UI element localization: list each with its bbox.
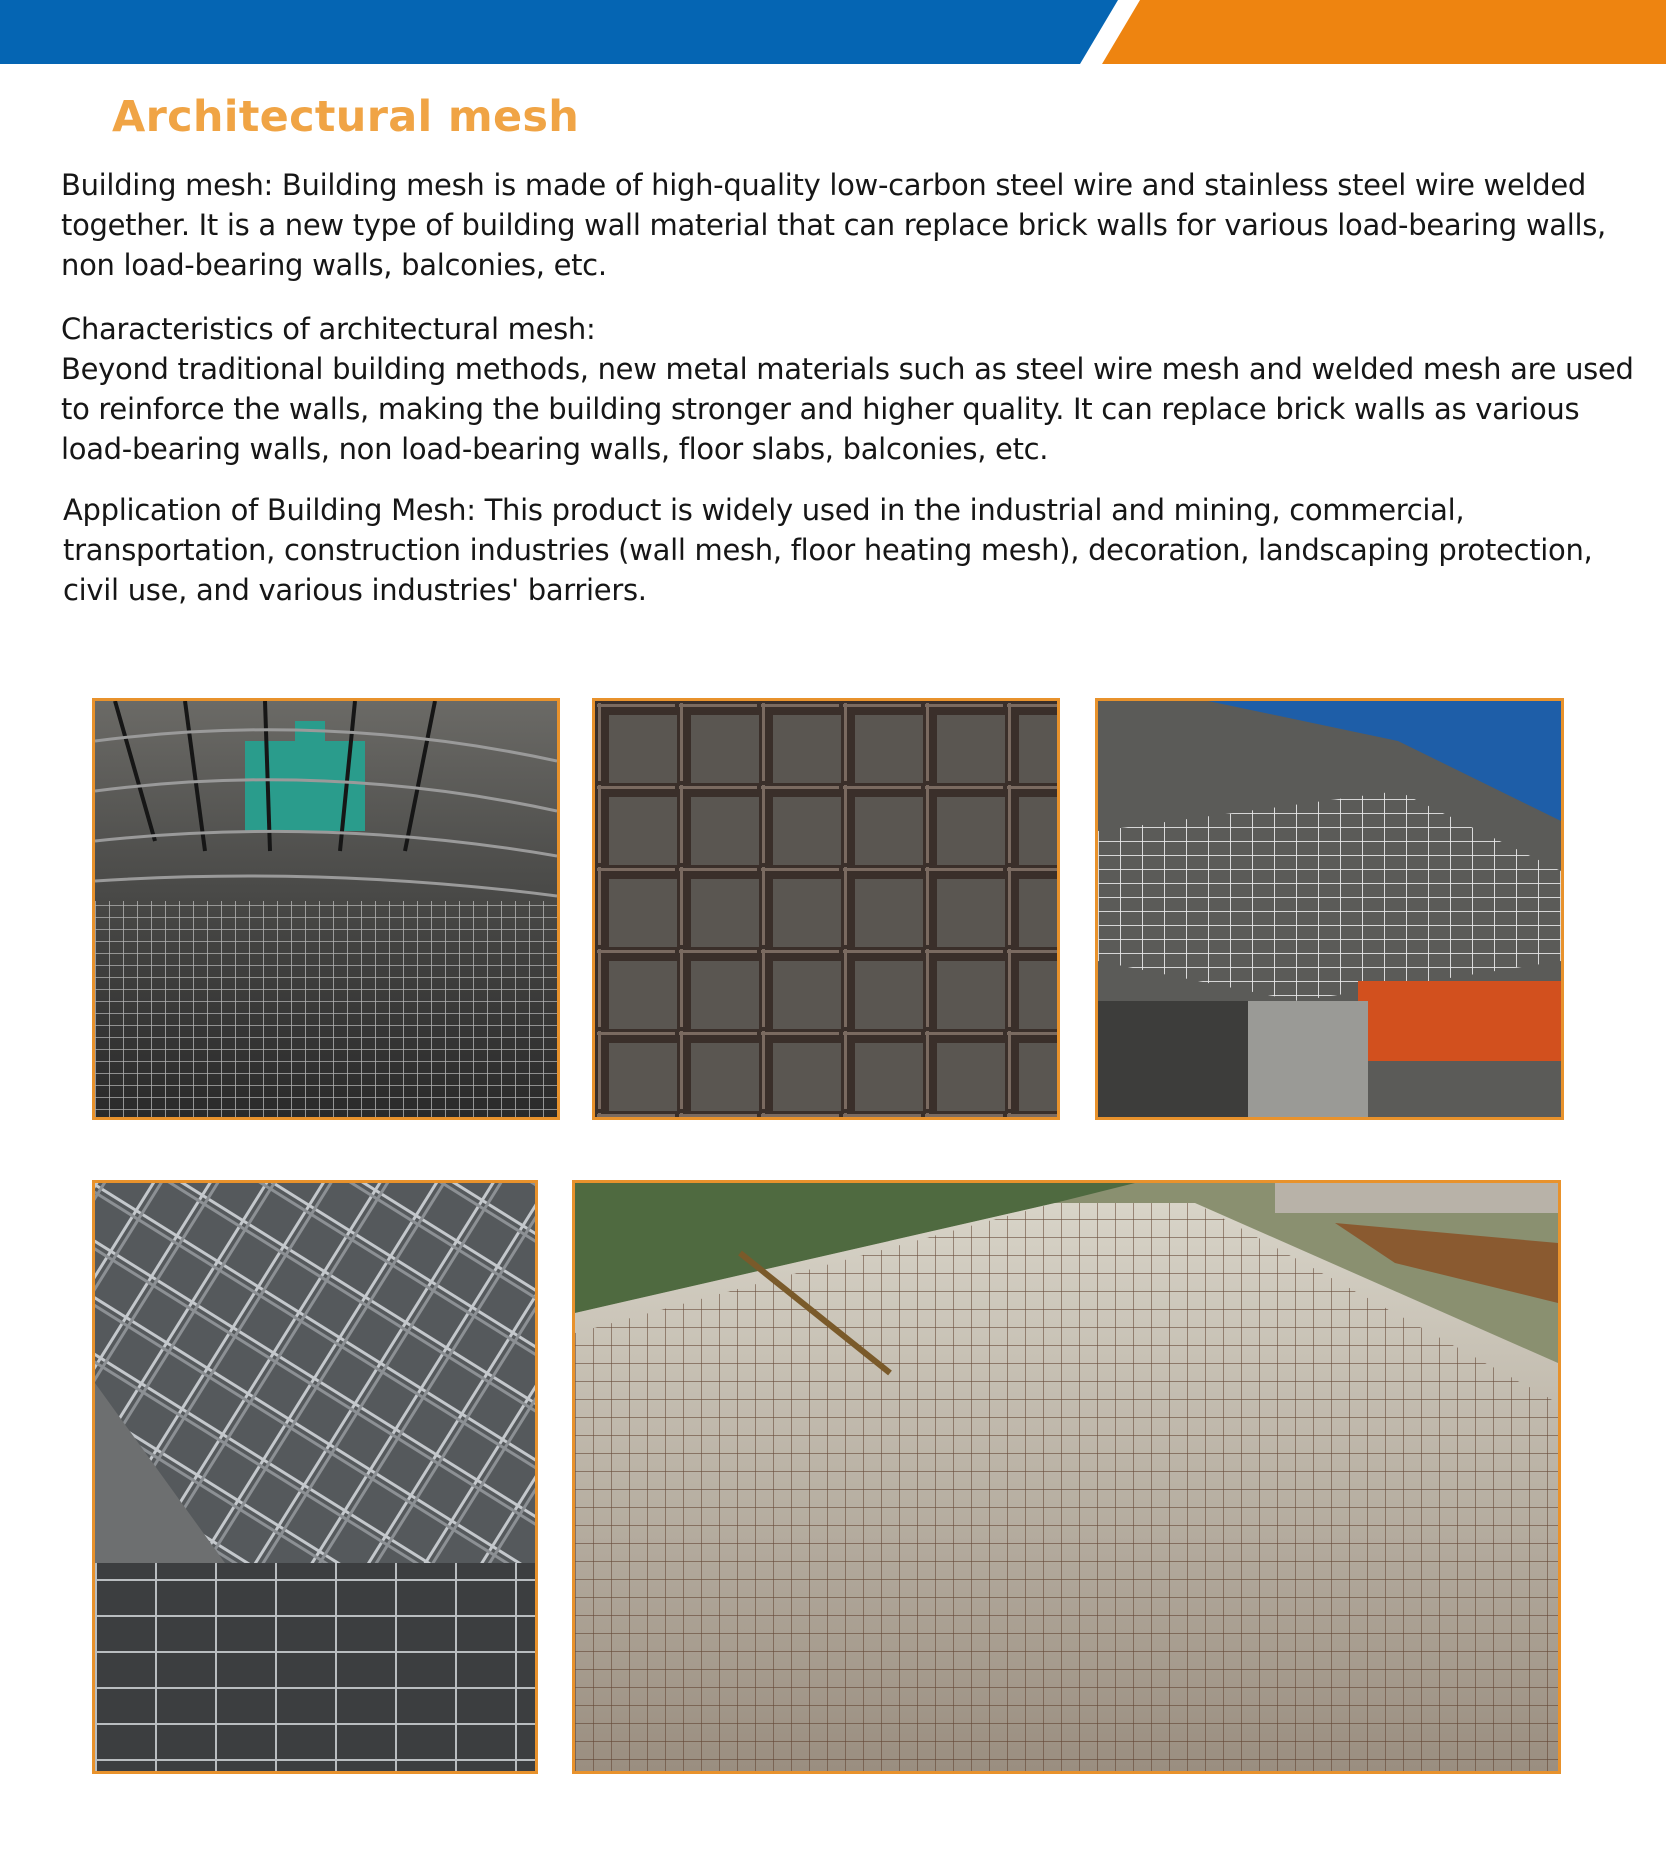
photo-road-mesh-reinforcement bbox=[572, 1180, 1561, 1774]
photo-mesh-workshop bbox=[92, 698, 560, 1120]
header-blue-band bbox=[0, 0, 1118, 64]
characteristics-block bbox=[61, 309, 1641, 469]
photo-welding-machine bbox=[1095, 698, 1564, 1120]
page-title: Architectural mesh bbox=[112, 92, 580, 142]
characteristics-body: Beyond traditional building methods, new metal materials such as steel wire mesh and welded mesh are used to reinforce the walls, making the building stronger and higher quality. It can replace brick walls as various load-bearing walls, non load-bearing walls, floor slabs, balconies, etc. bbox=[61, 352, 1634, 466]
photo-stacked-mesh-panels bbox=[92, 1180, 538, 1774]
photo-ribbed-mesh-closeup bbox=[592, 698, 1060, 1120]
header-banner bbox=[0, 0, 1666, 64]
application-paragraph: Application of Building Mesh: This product is widely used in the industrial and mining, commercial, transportation, construction industries (wall mesh, floor heating mesh), decoration, landscaping protection, civil use, and various industries' barriers. bbox=[63, 493, 1593, 607]
characteristics-heading: Characteristics of architectural mesh: bbox=[61, 312, 596, 346]
header-orange-band bbox=[1102, 0, 1666, 64]
intro-paragraph: Building mesh: Building mesh is made of high-quality low-carbon steel wire and stainless steel wire welded together. It is a new type of building wall material that can replace brick walls for various load-bearing walls, non load-bearing walls, balconies, etc. bbox=[61, 168, 1606, 282]
